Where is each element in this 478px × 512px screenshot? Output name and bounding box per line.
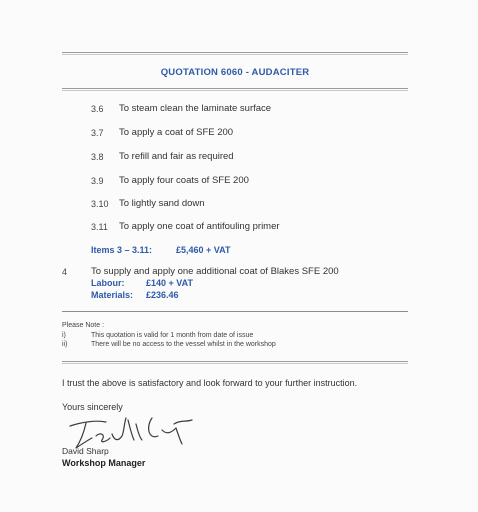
top-double-rule	[62, 52, 408, 55]
notes-heading: Please Note :	[62, 322, 105, 329]
item4-description: To supply and apply one additional coat of Blakes SFE 200	[91, 266, 339, 277]
note-marker: i)	[62, 332, 66, 339]
item-description: To apply one coat of antifouling primer	[119, 221, 280, 232]
subtotal-label: Items 3 – 3.11:	[91, 245, 153, 255]
item-number: 3.8	[91, 152, 104, 162]
note-text: This quotation is valid for 1 month from date of issue	[91, 332, 254, 339]
notes-top-rule	[62, 311, 408, 312]
item-description: To refill and fair as required	[119, 151, 234, 162]
subtotal-value: £5,460 + VAT	[176, 245, 231, 255]
quotation-title: QUOTATION 6060 - AUDACITER	[160, 67, 310, 78]
signatory-name: David Sharp	[62, 446, 109, 456]
note-marker: ii)	[62, 341, 68, 348]
labour-value: £140 + VAT	[146, 278, 193, 288]
item-number: 3.6	[91, 104, 104, 114]
notes-bottom-rule	[62, 361, 408, 364]
item-number: 3.7	[91, 128, 104, 138]
item-number: 3.10	[91, 199, 109, 209]
item-description: To apply a coat of SFE 200	[119, 127, 234, 138]
title-double-rule	[62, 88, 408, 91]
materials-value: £236.46	[146, 290, 179, 300]
closing-paragraph: I trust the above is satisfactory and look forward to your further instruction.	[62, 378, 358, 388]
signatory-role: Workshop Manager	[62, 458, 146, 468]
materials-label: Materials:	[91, 290, 134, 300]
salutation: Yours sincerely	[62, 402, 123, 412]
item-description: To lightly sand down	[119, 198, 205, 209]
labour-label: Labour:	[91, 278, 125, 288]
item4-number: 4	[62, 267, 68, 277]
note-text: There will be no access to the vessel whilst in the workshop	[91, 341, 276, 348]
item-description: To steam clean the laminate surface	[119, 103, 272, 114]
item-number: 3.9	[91, 176, 104, 186]
item-description: To apply four coats of SFE 200	[119, 175, 249, 186]
item-number: 3.11	[91, 222, 108, 232]
